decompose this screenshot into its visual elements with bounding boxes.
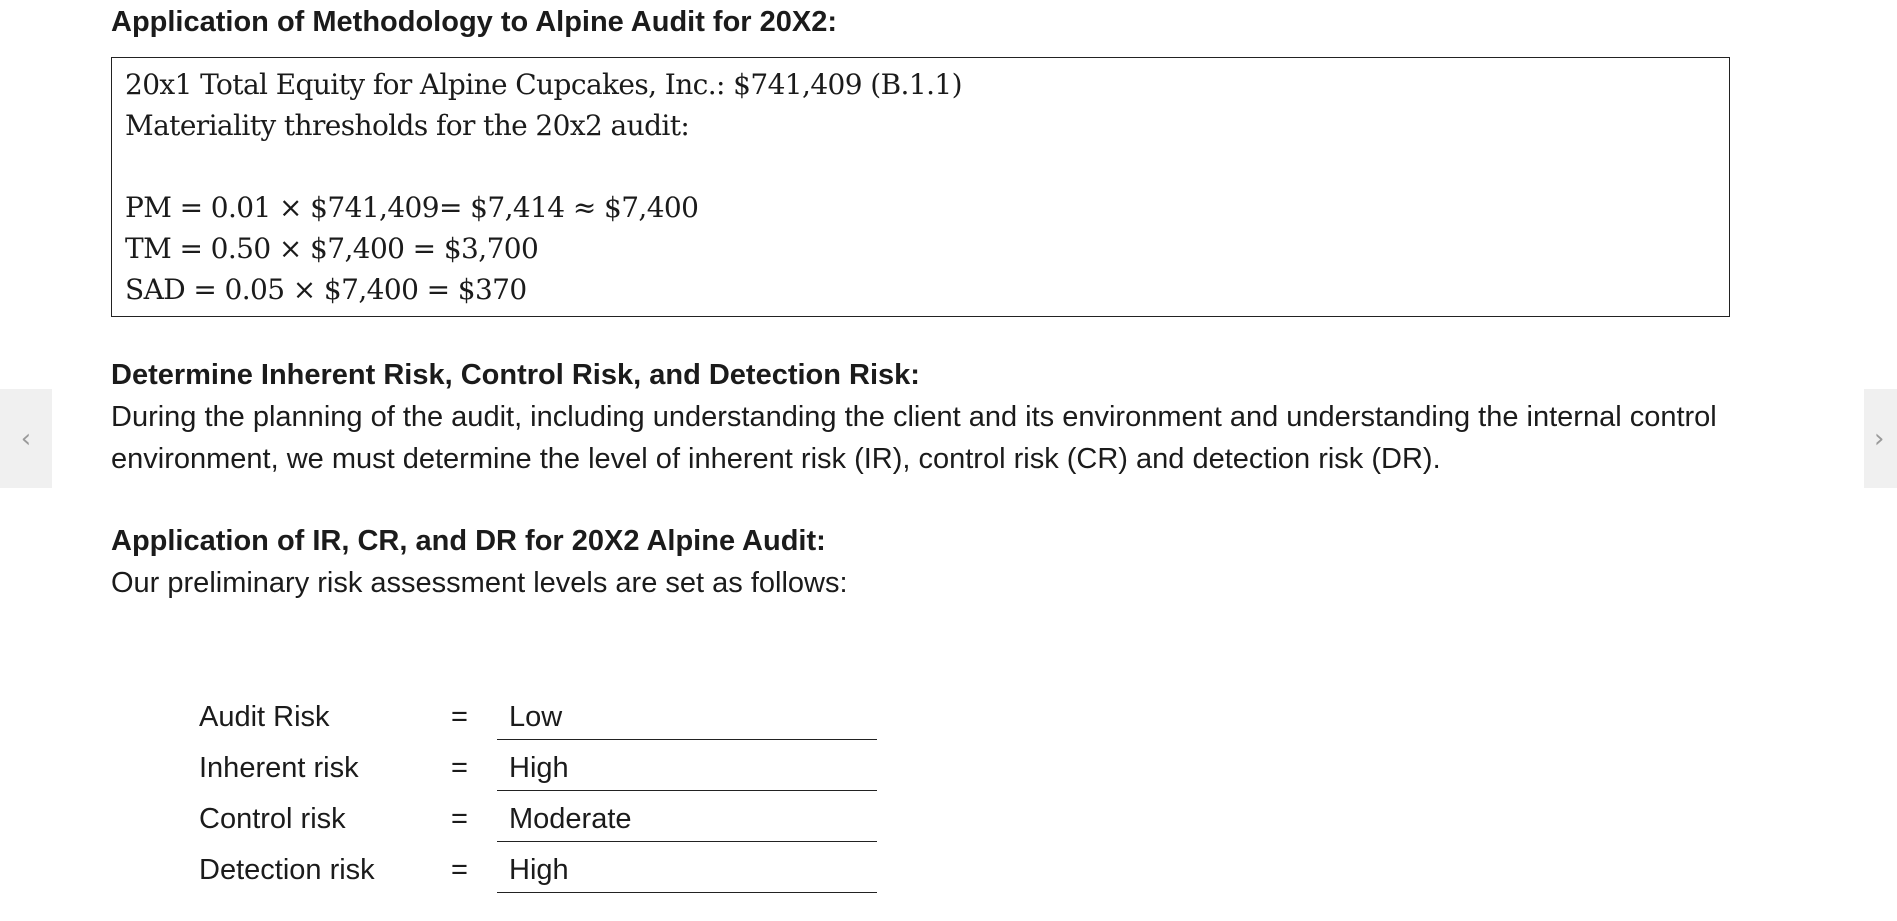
risk-determination-section (111, 354, 1731, 480)
materiality-thresholds-line: Materiality thresholds for the 20x2 audit: (125, 109, 690, 142)
previous-page-button[interactable] (0, 389, 52, 488)
risk-label: Detection risk (199, 854, 375, 886)
pm-formula: PM = 0.01 × $741,409= $7,414 ≈ $7,400 (125, 191, 699, 224)
risk-determination-heading: Determine Inherent Risk, Control Risk, and Detection Risk: (111, 359, 920, 391)
methodology-heading: Application of Methodology to Alpine Audit for 20X2: (111, 6, 838, 38)
risk-value: Low (497, 696, 877, 740)
materiality-box (111, 57, 1730, 317)
risk-value: High (497, 849, 877, 893)
equals-sign: = (451, 752, 468, 784)
box-spacer (125, 146, 1716, 187)
equals-sign: = (451, 803, 468, 835)
risk-value: High (497, 747, 877, 791)
tm-formula: TM = 0.50 × $7,400 = $3,700 (125, 232, 539, 265)
equals-sign: = (451, 701, 468, 733)
chevron-right-icon: › (1874, 423, 1885, 454)
risk-label: Control risk (199, 803, 346, 835)
document-content (111, 0, 1731, 604)
risk-application-paragraph: Our preliminary risk assessment levels are set as follows: (111, 567, 848, 599)
total-equity-line: 20x1 Total Equity for Alpine Cupcakes, Inc.: $741,409 (B.1.1) (125, 68, 962, 101)
risk-determination-paragraph: During the planning of the audit, including understanding the client and its environment and understanding the internal control environment, we must determine the level of inherent risk (IR), control risk (CR) and detection risk (DR). (111, 401, 1717, 475)
risk-application-heading: Application of IR, CR, and DR for 20X2 Alpine Audit: (111, 525, 826, 557)
equals-sign: = (451, 854, 468, 886)
risk-label: Audit Risk (199, 701, 330, 733)
risk-application-section (111, 520, 1731, 604)
next-page-button[interactable] (1864, 389, 1897, 488)
sad-formula: SAD = 0.05 × $7,400 = $370 (125, 273, 527, 306)
chevron-left-icon: ‹ (20, 423, 32, 454)
risk-label: Inherent risk (199, 752, 359, 784)
risk-value: Moderate (497, 798, 877, 842)
